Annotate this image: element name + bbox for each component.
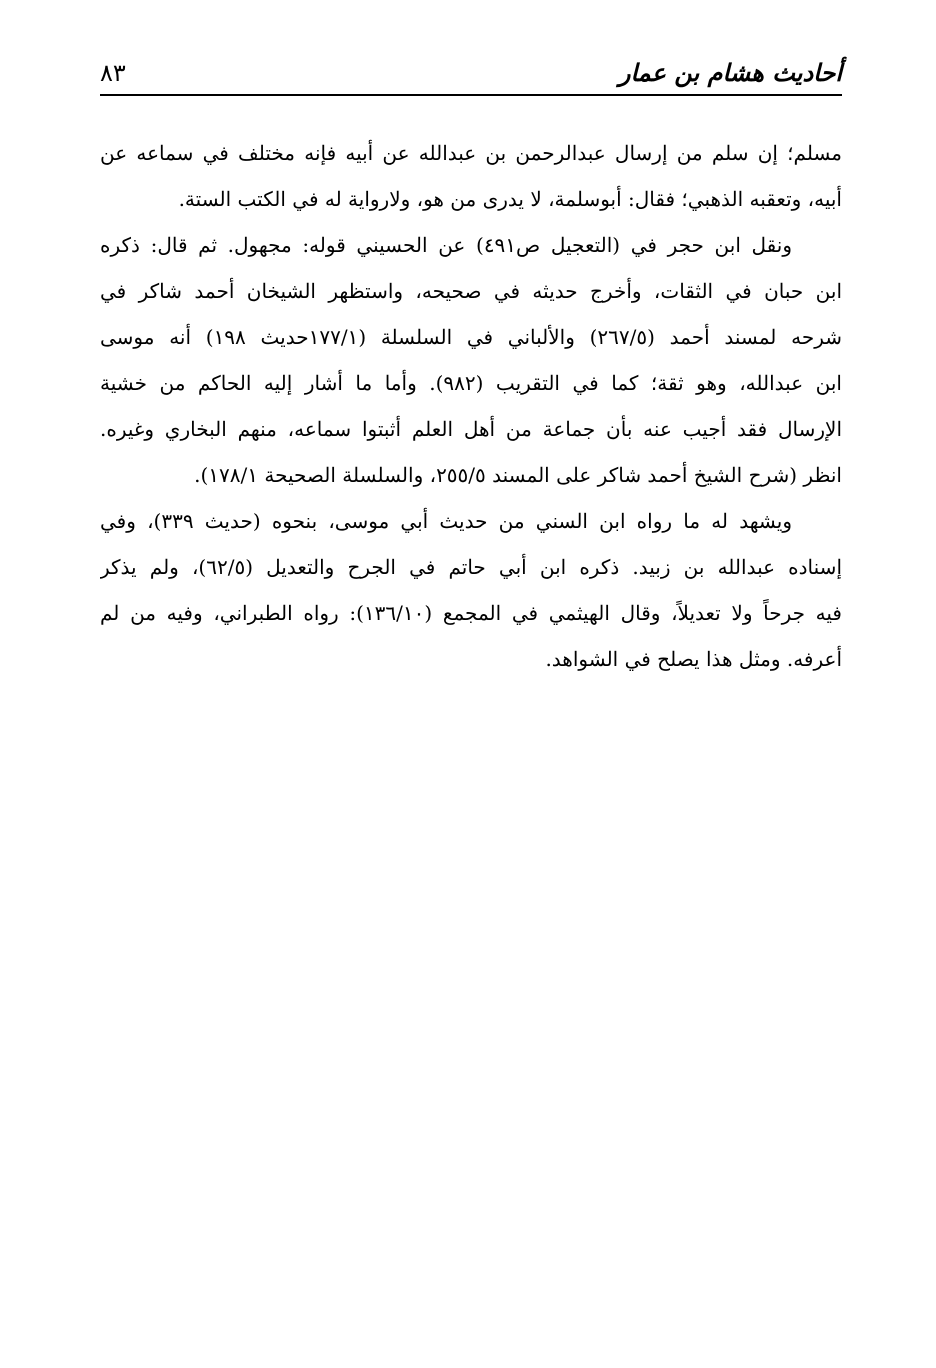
- page-number: ٨٣: [100, 59, 126, 87]
- text-line: أبيه، وتعقبه الذهبي؛ فقال: أبوسلمة، لا يدرى من هو، ولارواية له في الكتب الستة.: [178, 187, 842, 211]
- text-line: أعرفه. ومثل هذا يصلح في الشواهد.: [545, 647, 842, 671]
- text-line: ابن عبدالله، وهو ثقة؛ كما في التقريب (٩٨٢). وأما ما أشار إليه الحاكم من خشية: [100, 371, 842, 395]
- text-line: فيه جرحاً ولا تعديلاً، وقال الهيثمي في المجمع (١٣٦/١٠): رواه الطبراني، وفيه من لم: [100, 601, 842, 625]
- text-line: شرحه لمسند أحمد (٢٦٧/٥) والألباني في السلسلة (١٧٧/١حديث ١٩٨) أنه موسى: [100, 325, 842, 349]
- text-line: ويشهد له ما رواه ابن السني من حديث أبي موسى، بنحوه (حديث ٣٣٩)، وفي: [100, 509, 792, 533]
- running-title: أحاديث هشام بن عمار: [618, 59, 842, 87]
- text-line: الإرسال فقد أجيب عنه بأن جماعة من أهل العلم أثبتوا سماعه، منهم البخاري وغيره.: [100, 417, 842, 441]
- text-line: ونقل ابن حجر في (التعجيل ص٤٩١) عن الحسيني قوله: مجهول. ثم قال: ذكره: [100, 233, 793, 257]
- text-line: انظر (شرح الشيخ أحمد شاكر على المسند ٢٥٥/٥، والسلسلة الصحيحة ١٧٨/١).: [194, 463, 842, 487]
- body-text: [100, 130, 842, 682]
- text-line: مسلم؛ إن سلم من إرسال عبدالرحمن بن عبدالله عن أبيه فإنه مختلف في سماعه عن: [100, 141, 842, 165]
- text-line: ابن حبان في الثقات، وأخرج حديثه في صحيحه، واستظهر الشيخان أحمد شاكر في: [100, 279, 842, 303]
- page-header: [100, 52, 842, 96]
- text-line: إسناده عبدالله بن زبيد. ذكره ابن أبي حاتم في الجرح والتعديل (٦٢/٥)، ولم يذكر: [100, 555, 842, 579]
